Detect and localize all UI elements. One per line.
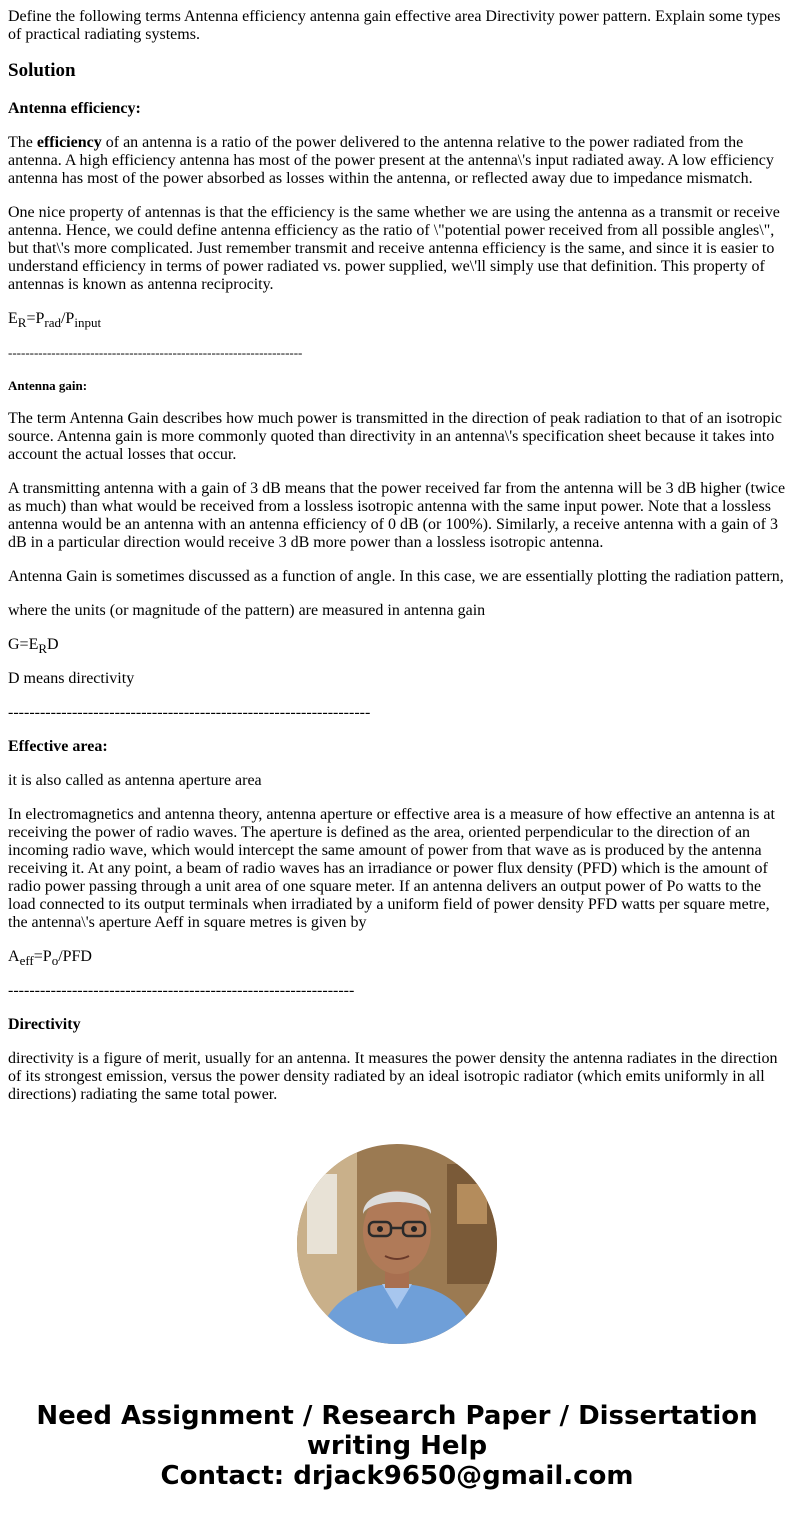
efficiency-term: efficiency xyxy=(36,134,102,151)
formula-part: =P xyxy=(33,948,52,965)
formula-part: =P xyxy=(26,310,45,327)
area-paragraph-2: In electromagnetics and antenna theory, antenna aperture or effective area is a measure of how effective an antenna is at receiving the power of radio waves. The aperture is defined as the area, oriented perpendicular to the direction of an incoming radio wave, which would intercept the same amount of power from that wave as is produced by the antenna receiving it. At any point, a beam of radio waves has an irradiance or power flux density (PFD) which is the amount of radio power passing through a unit area of one square meter. If an antenna delivers an output power of Po watts to the load connected to its output terminals when irradiated by a uniform field of power density PFD watts per square metre, the antenna\'s aperture Aeff in square metres is given by xyxy=(8,806,775,931)
divider-rule: -------------------------------------------------------------------- xyxy=(8,345,303,360)
question-text: Define the following terms Antenna efficiency antenna gain effective area Directivity power pattern. Explain some types of practical radiating systems. xyxy=(8,8,781,43)
formula-part: /PFD xyxy=(58,948,92,965)
formula-subscript: eff xyxy=(19,953,34,968)
area-heading: Effective area: xyxy=(8,738,108,755)
directivity-heading: Directivity xyxy=(8,1016,81,1033)
area-paragraph-1: it is also called as antenna aperture area xyxy=(8,772,262,789)
author-photo-wrap xyxy=(8,1144,786,1349)
promo-line-1: Need Assignment / Research Paper / Dissertation writing Help xyxy=(36,1401,758,1461)
gain-paragraph-1: The term Antenna Gain describes how much power is transmitted in the direction of peak radiation to that of an isotropic source. Antenna gain is more commonly quoted than directivity in an antenna\'s specification sheet because it takes into account the actual losses that occur. xyxy=(8,410,783,463)
gain-heading: Antenna gain: xyxy=(8,378,88,393)
formula-subscript: input xyxy=(74,315,102,330)
promo-contact: Contact: drjack9650@gmail.com xyxy=(160,1461,634,1491)
formula-part: D xyxy=(47,636,59,653)
gain-paragraph-4: where the units (or magnitude of the pattern) are measured in antenna gain xyxy=(8,602,486,619)
divider-rule: -------------------------------------------------------------------- xyxy=(8,704,371,721)
formula-part: /P xyxy=(60,310,75,327)
formula-subscript: R xyxy=(38,641,48,656)
gain-formula xyxy=(8,636,786,654)
formula-subscript: o xyxy=(51,953,59,968)
solution-heading: Solution xyxy=(8,60,76,81)
gain-paragraph-5: D means directivity xyxy=(8,670,135,687)
author-photo xyxy=(297,1144,497,1344)
gain-paragraph-3: Antenna Gain is sometimes discussed as a function of angle. In this case, we are essentially plotting the radiation pattern, xyxy=(8,568,784,585)
efficiency-formula xyxy=(8,310,786,328)
efficiency-p1-pre: The xyxy=(8,134,37,151)
author-portrait-icon xyxy=(297,1144,497,1344)
formula-part: E xyxy=(8,310,18,327)
efficiency-paragraph-2: One nice property of antennas is that the efficiency is the same whether we are using the antenna as a transmit or receive antenna. Hence, we could define antenna efficiency as the ratio of \"potential power received from all possible angles\", but that\'s more complicated. Just remember transmit and receive antenna efficiency is the same, and since it is easier to understand efficiency in terms of power radiated vs. power supplied, we\'ll simply use that definition. This property of antennas is known as antenna reciprocity. xyxy=(8,204,780,293)
efficiency-paragraph-1 xyxy=(8,134,786,188)
area-formula xyxy=(8,948,786,966)
formula-subscript: rad xyxy=(44,315,61,330)
directivity-paragraph-1: directivity is a figure of merit, usually for an antenna. It measures the power density the antenna radiates in the direction of its strongest emission, versus the power density radiated by an ideal isotropic radiator (which emits uniformly in all directions) radiating the same total power. xyxy=(8,1050,778,1103)
formula-part: G=E xyxy=(8,636,39,653)
formula-part: A xyxy=(8,948,20,965)
gain-paragraph-2: A transmitting antenna with a gain of 3 dB means that the power received far from the antenna will be 3 dB higher (twice as much) than what would be received from a lossless isotropic antenna with the same input power. Note that a lossless antenna would be an antenna with an antenna efficiency of 0 dB (or 100%). Similarly, a receive antenna with a gain of 3 dB in a particular direction would receive 3 dB more power than a lossless isotropic antenna. xyxy=(8,480,786,551)
efficiency-heading: Antenna efficiency: xyxy=(8,100,141,117)
formula-subscript: R xyxy=(17,315,27,330)
divider-rule: ----------------------------------------------------------------- xyxy=(8,982,355,999)
efficiency-p1-post: of an antenna is a ratio of the power delivered to the antenna relative to the power radiated from the antenna. A high efficiency antenna has most of the power present at the antenna\'s input radiated away. A low efficiency antenna has most of the power absorbed as losses within the antenna, or reflected away due to impedance mismatch. xyxy=(8,134,774,187)
promo-footer xyxy=(8,1401,786,1491)
